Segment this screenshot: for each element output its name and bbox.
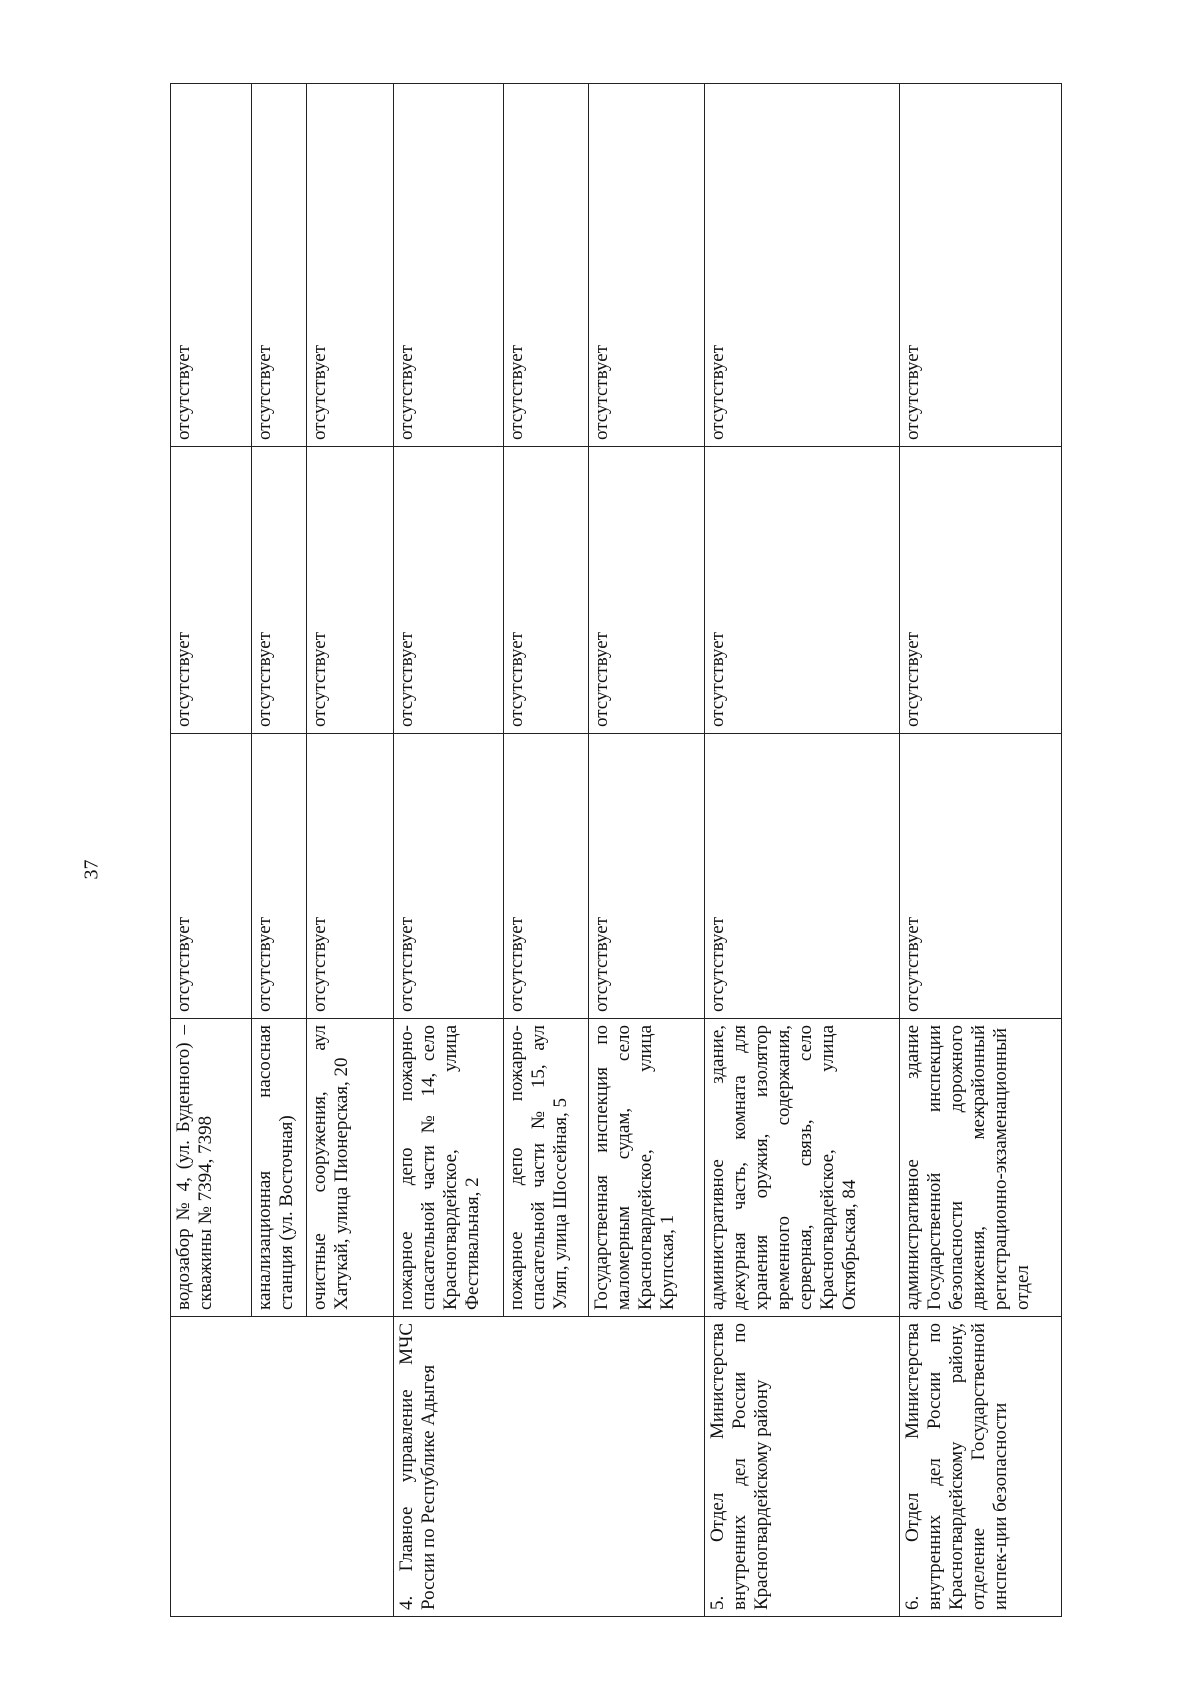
value-cell: отсутствует <box>171 734 252 1019</box>
value-cell: отсутствует <box>504 447 588 734</box>
table-row <box>899 84 1061 1617</box>
object-cell: водозабор № 4, (ул. Буденного) – скважины № 7394, 7398 <box>171 1019 252 1317</box>
value-cell: отсутствует <box>899 84 1061 447</box>
org-cell <box>171 1317 394 1617</box>
value-cell: отсутствует <box>704 447 899 734</box>
object-cell: административное здание, дежурная часть, комната для хранения оружия, изолятор временного содержания, серверная, связь, село Красногвардейское, улица Октябрьская, 84 <box>704 1019 899 1317</box>
value-cell: отсутствует <box>899 734 1061 1019</box>
rotated-table-container <box>170 84 1062 1617</box>
value-cell: отсутствует <box>171 84 252 447</box>
value-cell: отсутствует <box>307 84 394 447</box>
value-cell: отсутствует <box>252 84 307 447</box>
page-number: 37 <box>80 859 103 880</box>
value-cell: отсутствует <box>588 734 704 1019</box>
org-cell: 4. Главное управление МЧС России по Республике Адыгея <box>394 1317 705 1617</box>
value-cell: отсутствует <box>504 84 588 447</box>
value-cell: отсутствует <box>394 734 504 1019</box>
object-cell: административное здание Государственной инспекции безопасности дорожного движения, межрайонный регистрационно-экзаменационный отдел <box>899 1019 1061 1317</box>
value-cell: отсутствует <box>394 447 504 734</box>
value-cell: отсутствует <box>588 84 704 447</box>
object-cell: очистные сооружения, аул Хатукай, улица Пионерская, 20 <box>307 1019 394 1317</box>
object-cell: пожарное депо пожарно-спасательной части № 14, село Красногвардейское, улица Фестивальная, 2 <box>394 1019 504 1317</box>
table-row <box>171 84 252 1617</box>
org-cell: 6. Отдел Министерства внутренних дел России по Красногвардейскому району, отделение Государственной инспек-ции безопасности <box>899 1317 1061 1617</box>
table-row <box>394 84 504 1617</box>
object-cell: пожарное депо пожарно-спасательной части № 15, аул Уляп, улица Шоссейная, 5 <box>504 1019 588 1317</box>
value-cell: отсутствует <box>171 447 252 734</box>
value-cell: отсутствует <box>504 734 588 1019</box>
value-cell: отсутствует <box>899 447 1061 734</box>
value-cell: отсутствует <box>704 84 899 447</box>
value-cell: отсутствует <box>394 84 504 447</box>
value-cell: отсутствует <box>588 447 704 734</box>
value-cell: отсутствует <box>252 734 307 1019</box>
org-cell: 5. Отдел Министерства внутренних дел России по Красногвардейскому району <box>704 1317 899 1617</box>
table-row <box>704 84 899 1617</box>
value-cell: отсутствует <box>307 734 394 1019</box>
objects-table <box>170 83 1062 1617</box>
value-cell: отсутствует <box>704 734 899 1019</box>
value-cell: отсутствует <box>252 447 307 734</box>
value-cell: отсутствует <box>307 447 394 734</box>
object-cell: Государственная инспекция по маломерным судам, село Красногвардейское, улица Крупская, 1 <box>588 1019 704 1317</box>
object-cell: канализационная насосная станция (ул. Восточная) <box>252 1019 307 1317</box>
